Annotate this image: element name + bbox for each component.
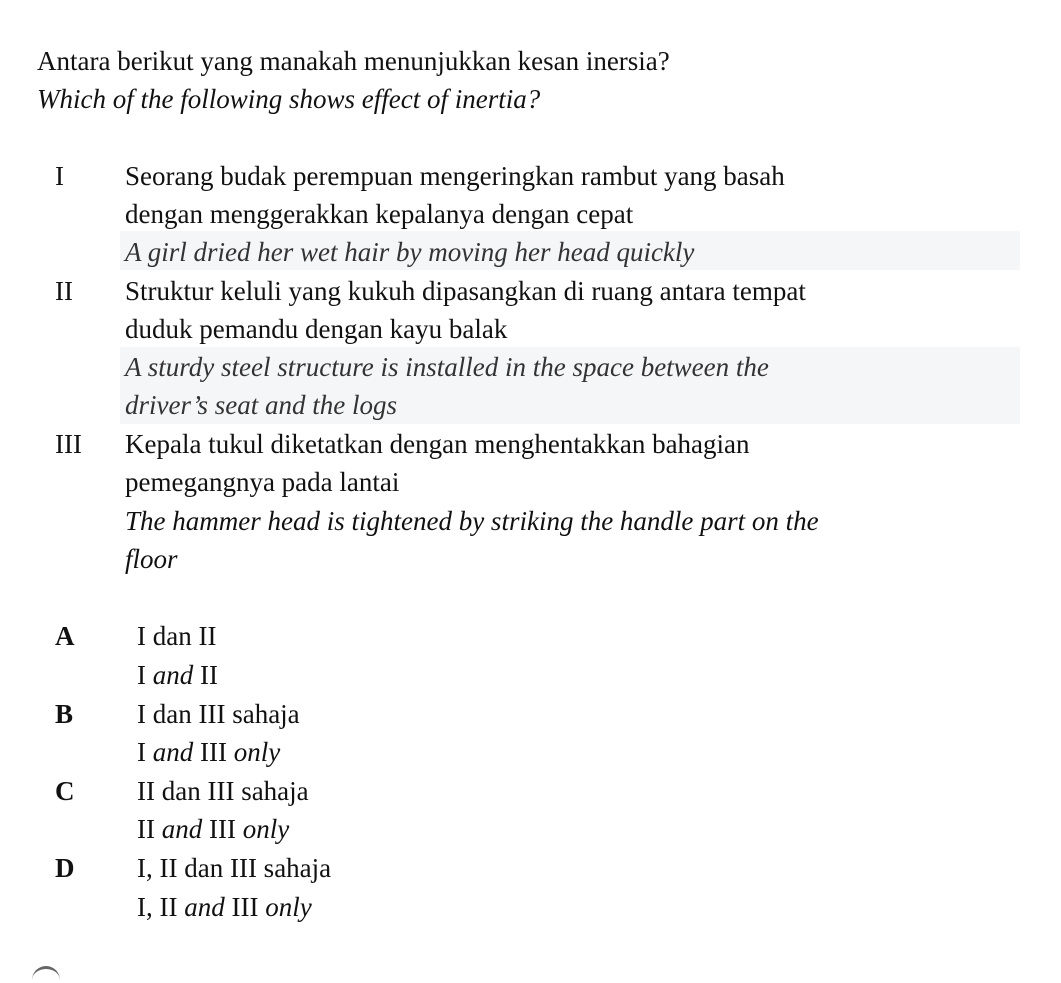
text: only — [265, 892, 312, 922]
statement-label: II — [55, 276, 73, 306]
option-label: B — [55, 699, 74, 729]
option-english — [137, 656, 218, 694]
statement-malay-line: pemegangnya pada lantai — [125, 467, 400, 497]
option-label: C — [55, 776, 75, 806]
option-english — [137, 888, 312, 926]
statement-english-line: driver’s seat and the logs — [125, 390, 397, 420]
option-malay: I dan III sahaja — [137, 699, 300, 729]
question-malay: Antara berikut yang manakah menunjukkan kesan inersia? — [37, 46, 670, 76]
text: only — [242, 814, 290, 844]
text: and — [184, 892, 225, 922]
text: III — [193, 737, 234, 767]
statement-label: III — [55, 429, 82, 459]
option-label: D — [55, 853, 75, 883]
statement-english-line: The hammer head is tightened by striking the handle part on the — [125, 506, 819, 536]
statement-malay-line: Struktur keluli yang kukuh dipasangkan di ruang antara tempat — [125, 276, 806, 306]
text: I — [137, 660, 153, 690]
text: and — [161, 814, 203, 844]
option-malay: I, II dan III sahaja — [137, 853, 332, 883]
option-english — [137, 810, 289, 848]
statement-malay-line: duduk pemandu dengan kayu balak — [125, 314, 508, 344]
text: only — [233, 737, 281, 767]
text: and — [152, 660, 194, 690]
text: II — [137, 814, 162, 844]
question-english: Which of the following shows effect of inertia? — [37, 84, 541, 114]
option-malay: II dan III sahaja — [137, 776, 309, 806]
text: III — [202, 814, 243, 844]
option-label: A — [55, 621, 75, 651]
statement-malay-line: dengan menggerakkan kepalanya dengan cepat — [125, 199, 634, 229]
text: and — [152, 737, 194, 767]
statement-label: I — [55, 161, 64, 191]
text: I, II — [137, 892, 185, 922]
statement-english-line: floor — [125, 544, 178, 574]
text: III — [224, 892, 266, 922]
option-english — [137, 733, 280, 771]
text: II — [193, 660, 218, 690]
option-malay: I dan II — [137, 621, 217, 651]
cropped-next-item-mark — [32, 966, 60, 983]
statement-english-line: A girl dried her wet hair by moving her head quickly — [125, 237, 695, 267]
text: I — [137, 737, 153, 767]
statement-english-line: A sturdy steel structure is installed in the space between the — [125, 352, 769, 382]
statement-malay-line: Seorang budak perempuan mengeringkan rambut yang basah — [125, 161, 785, 191]
statement-malay-line: Kepala tukul diketatkan dengan menghentakkan bahagian — [125, 429, 750, 459]
